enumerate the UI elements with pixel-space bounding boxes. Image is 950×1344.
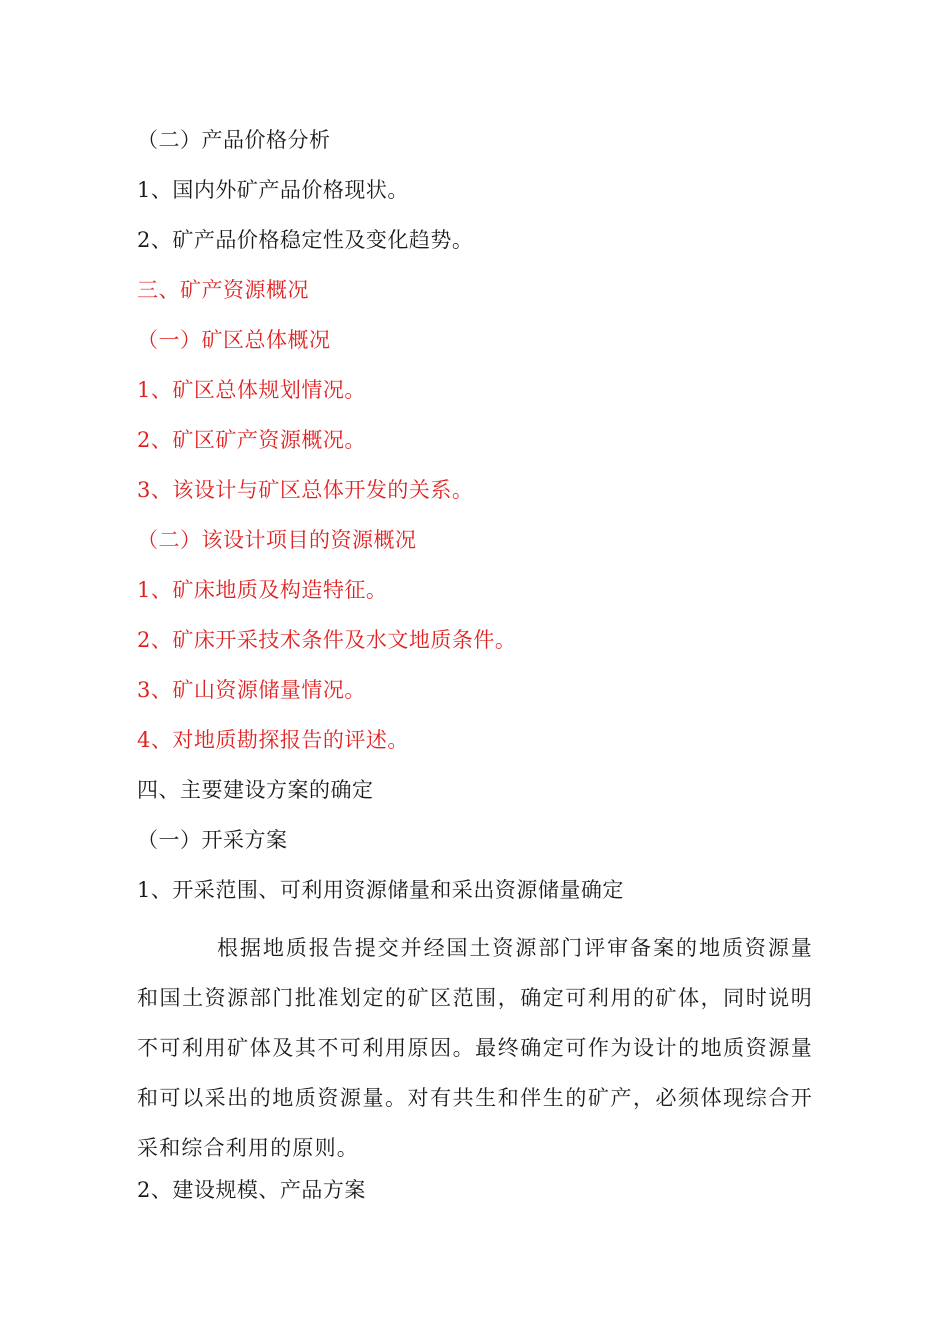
subsection-mining-area-overview: （一）矿区总体概况 [137, 328, 331, 352]
section-mineral-resources: 三、矿产资源概况 [137, 278, 309, 302]
subsection-project-resources: （二）该设计项目的资源概况 [137, 528, 417, 552]
item-mining-scope: 1、开采范围、可利用资源储量和采出资源储量确定 [137, 878, 624, 902]
body-paragraph: 根据地质报告提交并经国土资源部门评审备案的地质资源量和国土资源部门批准划定的矿区范围，确定可利用的矿体，同时说明不可利用矿体及其不可利用原因。最终确定可作为设计的地质资源量和可以采出的地质资源量。对有共生和伴生的矿产，必须体现综合开采和综合利用的原则。 [137, 936, 813, 1160]
item-survey-review: 4、对地质勘探报告的评述。 [137, 728, 409, 752]
item-construction-scale: 2、建设规模、产品方案 [137, 1178, 366, 1202]
item-design-relation: 3、该设计与矿区总体开发的关系。 [137, 478, 474, 502]
item-price-status: 1、国内外矿产品价格现状。 [137, 178, 409, 202]
item-area-plan: 1、矿区总体规划情况。 [137, 378, 366, 402]
heading-product-price-analysis: （二）产品价格分析 [137, 128, 331, 152]
item-deposit-geology: 1、矿床地质及构造特征。 [137, 578, 388, 602]
item-price-trend: 2、矿产品价格稳定性及变化趋势。 [137, 228, 474, 252]
section-construction-plan: 四、主要建设方案的确定 [137, 778, 374, 802]
subsection-mining-plan: （一）开采方案 [137, 828, 288, 852]
item-mining-conditions: 2、矿床开采技术条件及水文地质条件。 [137, 628, 517, 652]
item-reserves: 3、矿山资源储量情况。 [137, 678, 366, 702]
item-area-resources: 2、矿区矿产资源概况。 [137, 428, 366, 452]
